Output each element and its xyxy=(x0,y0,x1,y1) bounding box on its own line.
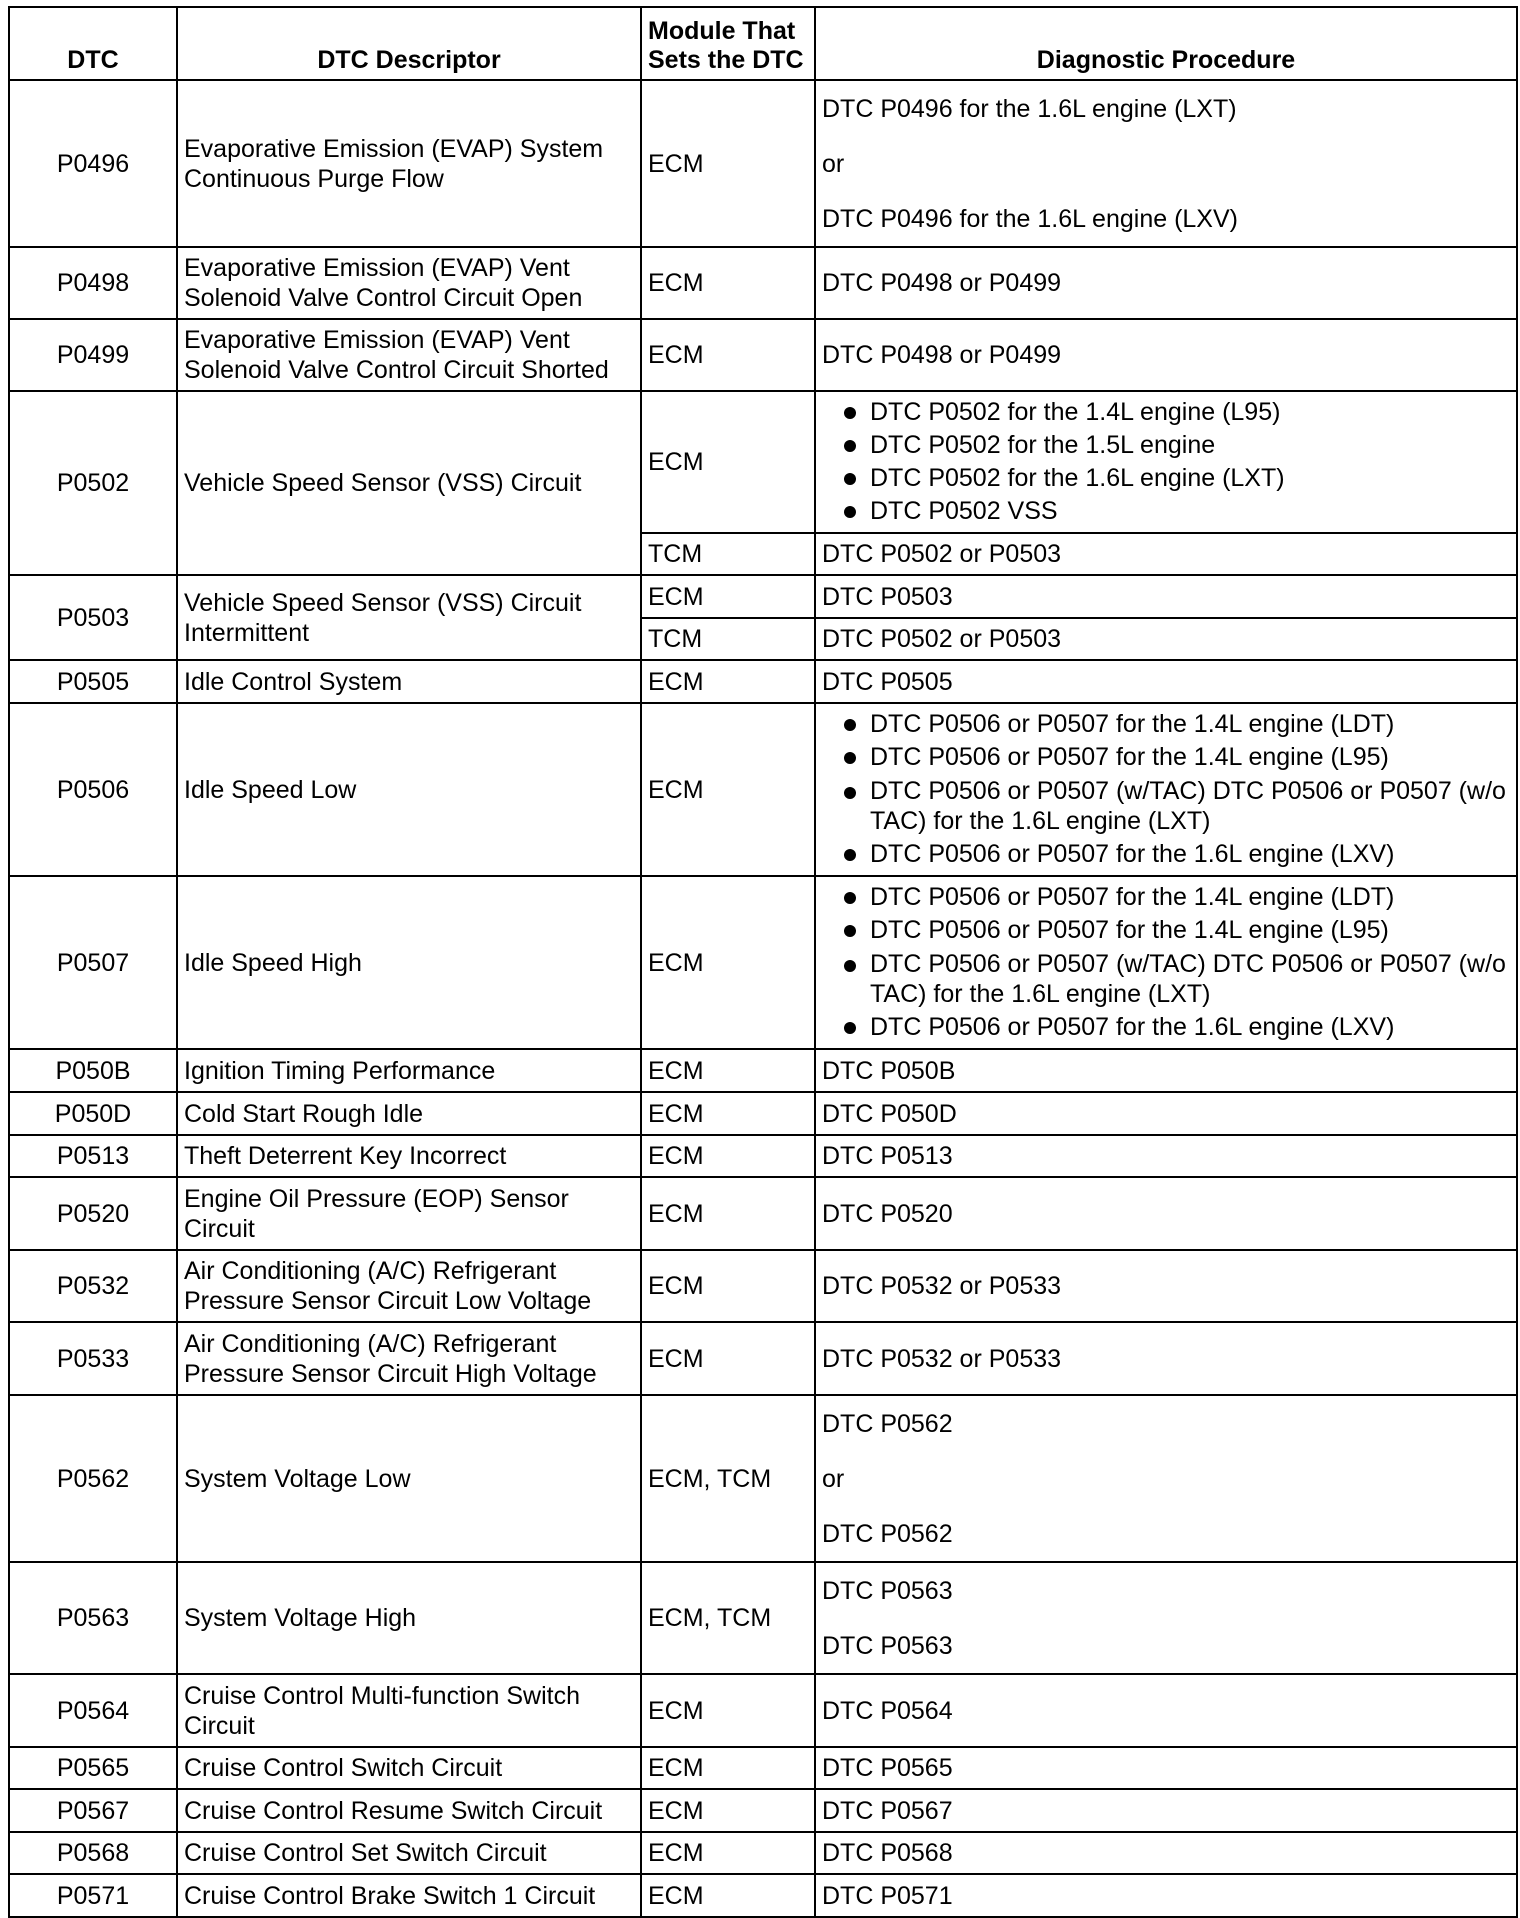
module: TCM xyxy=(641,618,815,660)
dtc-descriptor: Air Conditioning (A/C) Refrigerant Pressure Sensor Circuit Low Voltage xyxy=(177,1250,641,1322)
dtc-descriptor: Evaporative Emission (EVAP) System Continuous Purge Flow xyxy=(177,80,641,247)
dtc-code: P0520 xyxy=(9,1177,177,1250)
dtc-descriptor: System Voltage High xyxy=(177,1562,641,1674)
module: ECM xyxy=(641,1674,815,1747)
dtc-code: P0506 xyxy=(9,703,177,876)
dtc-code: P0513 xyxy=(9,1135,177,1177)
table-row xyxy=(9,1135,1517,1177)
procedure-line: DTC P0562 xyxy=(822,1519,953,1548)
dtc-descriptor: Cruise Control Switch Circuit xyxy=(177,1747,641,1789)
dtc-descriptor: Vehicle Speed Sensor (VSS) Circuit Intermittent xyxy=(177,575,641,660)
module: ECM xyxy=(641,1832,815,1874)
table-row xyxy=(9,1747,1517,1789)
module: ECM xyxy=(641,319,815,391)
procedure xyxy=(815,1395,1517,1562)
dtc-code: P0502 xyxy=(9,391,177,575)
procedure-line: DTC P0563 xyxy=(822,1576,953,1605)
table-row xyxy=(9,391,1517,533)
dtc-descriptor: Vehicle Speed Sensor (VSS) Circuit xyxy=(177,391,641,575)
procedure-item: DTC P0506 or P0507 for the 1.4L engine (L95) xyxy=(842,741,1510,774)
procedure: DTC P0567 xyxy=(815,1789,1517,1832)
module: ECM xyxy=(641,80,815,247)
procedure: DTC P0571 xyxy=(815,1874,1517,1917)
procedure xyxy=(815,1562,1517,1674)
procedure-line: DTC P0563 xyxy=(822,1631,953,1660)
header-module xyxy=(641,7,815,80)
procedure-item: DTC P0502 for the 1.6L engine (LXT) xyxy=(842,462,1510,495)
header-row xyxy=(9,7,1517,80)
procedure: DTC P0502 or P0503 xyxy=(815,533,1517,575)
module: ECM xyxy=(641,1322,815,1395)
dtc-descriptor: Evaporative Emission (EVAP) Vent Solenoid Valve Control Circuit Shorted xyxy=(177,319,641,391)
table-row xyxy=(9,247,1517,319)
dtc-descriptor: Cruise Control Brake Switch 1 Circuit xyxy=(177,1874,641,1917)
dtc-descriptor: Engine Oil Pressure (EOP) Sensor Circuit xyxy=(177,1177,641,1250)
header-descriptor: DTC Descriptor xyxy=(177,7,641,80)
procedure: DTC P0565 xyxy=(815,1747,1517,1789)
dtc-code: P050B xyxy=(9,1049,177,1092)
table-row xyxy=(9,660,1517,703)
module: ECM xyxy=(641,1747,815,1789)
procedure: DTC P0502 or P0503 xyxy=(815,618,1517,660)
dtc-code: P0505 xyxy=(9,660,177,703)
dtc-descriptor: Idle Control System xyxy=(177,660,641,703)
dtc-descriptor: Evaporative Emission (EVAP) Vent Solenoid Valve Control Circuit Open xyxy=(177,247,641,319)
table-row xyxy=(9,1322,1517,1395)
procedure-item: DTC P0506 or P0507 for the 1.4L engine (LDT) xyxy=(842,881,1510,914)
module: ECM, TCM xyxy=(641,1562,815,1674)
dtc-descriptor: Cruise Control Resume Switch Circuit xyxy=(177,1789,641,1832)
module: ECM xyxy=(641,391,815,533)
procedure: DTC P0498 or P0499 xyxy=(815,247,1517,319)
table-row xyxy=(9,1789,1517,1832)
dtc-code: P0563 xyxy=(9,1562,177,1674)
dtc-code: P0532 xyxy=(9,1250,177,1322)
dtc-code: P0564 xyxy=(9,1674,177,1747)
header-dtc: DTC xyxy=(9,7,177,80)
procedure: DTC P0513 xyxy=(815,1135,1517,1177)
procedure-list xyxy=(822,392,1510,532)
dtc-code: P0498 xyxy=(9,247,177,319)
dtc-code: P0562 xyxy=(9,1395,177,1562)
procedure-item: DTC P0502 VSS xyxy=(842,495,1510,528)
procedure: DTC P0505 xyxy=(815,660,1517,703)
dtc-descriptor: Ignition Timing Performance xyxy=(177,1049,641,1092)
table-row xyxy=(9,1874,1517,1917)
dtc-code: P0568 xyxy=(9,1832,177,1874)
module: ECM xyxy=(641,876,815,1049)
module: ECM xyxy=(641,660,815,703)
table-row xyxy=(9,575,1517,618)
procedure-line: DTC P0496 for the 1.6L engine (LXV) xyxy=(822,204,1238,233)
table-row xyxy=(9,703,1517,876)
procedure-item: DTC P0506 or P0507 (w/TAC) DTC P0506 or P0507 (w/o TAC) for the 1.6L engine (LXT) xyxy=(842,774,1510,838)
table-row xyxy=(9,1832,1517,1874)
table-row xyxy=(9,80,1517,247)
module: ECM xyxy=(641,1874,815,1917)
module: ECM xyxy=(641,575,815,618)
procedure-item: DTC P0506 or P0507 for the 1.4L engine (LDT) xyxy=(842,708,1510,741)
table-row xyxy=(9,1562,1517,1674)
module: ECM xyxy=(641,1789,815,1832)
dtc-code: P0567 xyxy=(9,1789,177,1832)
procedure-line: DTC P0496 for the 1.6L engine (LXT) xyxy=(822,94,1237,123)
procedure-item: DTC P0506 or P0507 for the 1.6L engine (LXV) xyxy=(842,1011,1510,1044)
module: ECM, TCM xyxy=(641,1395,815,1562)
dtc-code: P0533 xyxy=(9,1322,177,1395)
dtc-table xyxy=(8,6,1518,1918)
dtc-code: P0571 xyxy=(9,1874,177,1917)
dtc-code: P0503 xyxy=(9,575,177,660)
module: ECM xyxy=(641,703,815,876)
procedure-item: DTC P0506 or P0507 (w/TAC) DTC P0506 or P0507 (w/o TAC) for the 1.6L engine (LXT) xyxy=(842,947,1510,1011)
dtc-descriptor: Cold Start Rough Idle xyxy=(177,1092,641,1135)
procedure-item: DTC P0506 or P0507 for the 1.6L engine (LXV) xyxy=(842,838,1510,871)
module: TCM xyxy=(641,533,815,575)
dtc-code: P0507 xyxy=(9,876,177,1049)
dtc-descriptor: Idle Speed High xyxy=(177,876,641,1049)
dtc-descriptor: Theft Deterrent Key Incorrect xyxy=(177,1135,641,1177)
header-module-line2: Sets the DTC xyxy=(648,46,804,74)
procedure: DTC P0520 xyxy=(815,1177,1517,1250)
dtc-code: P0499 xyxy=(9,319,177,391)
dtc-descriptor: Cruise Control Set Switch Circuit xyxy=(177,1832,641,1874)
module: ECM xyxy=(641,247,815,319)
table-row xyxy=(9,1674,1517,1747)
procedure-line: or xyxy=(822,1464,845,1493)
procedure xyxy=(815,391,1517,533)
procedure: DTC P050B xyxy=(815,1049,1517,1092)
table-row xyxy=(9,1395,1517,1562)
module: ECM xyxy=(641,1049,815,1092)
table-row xyxy=(9,1049,1517,1092)
procedure-list xyxy=(822,704,1510,875)
header-module-line1: Module That xyxy=(648,17,796,45)
dtc-code: P0496 xyxy=(9,80,177,247)
module: ECM xyxy=(641,1092,815,1135)
module: ECM xyxy=(641,1135,815,1177)
dtc-descriptor: Air Conditioning (A/C) Refrigerant Pressure Sensor Circuit High Voltage xyxy=(177,1322,641,1395)
procedure: DTC P0532 or P0533 xyxy=(815,1322,1517,1395)
procedure: DTC P0503 xyxy=(815,575,1517,618)
procedure-line: or xyxy=(822,149,845,178)
procedure: DTC P0564 xyxy=(815,1674,1517,1747)
procedure: DTC P050D xyxy=(815,1092,1517,1135)
procedure-item: DTC P0502 for the 1.4L engine (L95) xyxy=(842,396,1510,429)
procedure-item: DTC P0506 or P0507 for the 1.4L engine (L95) xyxy=(842,914,1510,947)
dtc-descriptor: Cruise Control Multi-function Switch Circuit xyxy=(177,1674,641,1747)
procedure xyxy=(815,703,1517,876)
dtc-code: P0565 xyxy=(9,1747,177,1789)
dtc-code: P050D xyxy=(9,1092,177,1135)
procedure-list xyxy=(822,877,1510,1048)
table-row xyxy=(9,1092,1517,1135)
procedure: DTC P0498 or P0499 xyxy=(815,319,1517,391)
procedure: DTC P0568 xyxy=(815,1832,1517,1874)
header-procedure: Diagnostic Procedure xyxy=(815,7,1517,80)
module: ECM xyxy=(641,1250,815,1322)
procedure xyxy=(815,876,1517,1049)
procedure-item: DTC P0502 for the 1.5L engine xyxy=(842,429,1510,462)
dtc-descriptor: System Voltage Low xyxy=(177,1395,641,1562)
table-row xyxy=(9,319,1517,391)
table-row xyxy=(9,1177,1517,1250)
table-row xyxy=(9,876,1517,1049)
procedure: DTC P0532 or P0533 xyxy=(815,1250,1517,1322)
procedure xyxy=(815,80,1517,247)
dtc-descriptor: Idle Speed Low xyxy=(177,703,641,876)
table-row xyxy=(9,1250,1517,1322)
module: ECM xyxy=(641,1177,815,1250)
procedure-line: DTC P0562 xyxy=(822,1409,953,1438)
